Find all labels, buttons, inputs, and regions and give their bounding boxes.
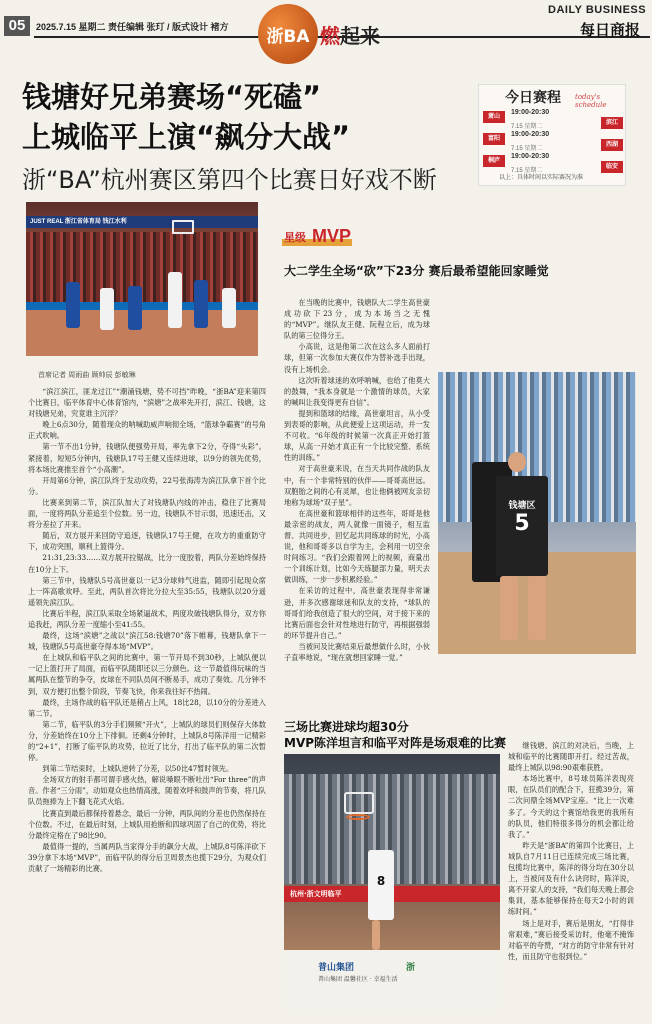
paragraph: 21:31,23:33……双方展开拉锯战，比分一度胶着，两队分差始终保持在10分上下。 — [28, 553, 266, 574]
page-number: 05 — [4, 16, 30, 36]
schedule-team-right: 西湖 — [601, 139, 623, 151]
paragraph: 第一节不出1分钟，钱塘队便强势开局，率先拿下2分，夺得“头彩”。紧接着，短短5分钟内，钱塘队17号王健又连续进球，以9分的领先优势，将本场比赛推至首个“小高潮”。 — [28, 442, 266, 474]
schedule-title: 今日赛程 — [505, 90, 561, 106]
paragraph: 在上城队和临平队之间的比赛中，第一节开局不到30秒，上城队便以一记上篮打开了局面，而临平队随即还以三分颜色。这一节最值得玩味的当属两队在整节的争夺，皮球在不同队员间不断易手，成功了奏效。几分钟不到，双方便打出整个阶段，节奏飞快，你来我往好不热闹。 — [28, 653, 266, 696]
player-leg — [528, 576, 546, 640]
schedule-time: 19:00-20:30 — [511, 131, 550, 138]
player — [168, 272, 182, 328]
schedule-time: 19:00-20:30 — [511, 109, 550, 116]
headline-line2: 上城临平上演“飙分大战” — [22, 120, 351, 154]
game-photo-1 — [26, 202, 258, 356]
paragraph: 本场比赛中，8号球员陈洋表现亮眼，在队员们的配合下，狂揽39分，第二次问鼎全场MVP宝座。“比上一次难多了。今天的这个赛馆给我更的我所有的队员，他们特很多得分的机会都让给我了。” — [508, 774, 634, 839]
paragraph: 第三节中，钱塘队5号高世豪以一记3分球帅气进监，随即引起现众席上一阵高歌欢呼。至此，两队首次将比分拉大至35:55，钱塘队以20分遥遥领先滨江队。 — [28, 575, 266, 607]
player — [128, 286, 142, 330]
headline-line1: 钱塘好兄弟赛场“死磕” — [22, 80, 322, 114]
schedule-time: 19:00-20:30 — [511, 153, 550, 160]
paragraph: 最终，主场作战的临平队还是稍占上风，18比28，以10分的分差进入第二节。 — [28, 697, 266, 718]
paragraph: 在高世豪和篮球相伴的这些年，哥哥是他最亲密的战友，两人就像一面镜子，相互监督、共同进步，回忆起共同练球的时光，小高说，他和哥哥多以自学为主，会利用一切空余时间练习。“我们会跟着网上的视频，商量出一个训练计划，比如今天练腿部力量，明天去做训练，一步一步积累经验。” — [284, 508, 430, 585]
game-photo-3 — [284, 754, 500, 1010]
player — [100, 288, 114, 330]
paragraph: 继钱塘、滨江的对决后，当晚，上城和临平的比赛随即开打。经过苦战，最终上城队以98:90艰难获胜。 — [508, 741, 634, 773]
mvp-section-label — [282, 227, 422, 249]
story2-headline: 大二学生全场“砍”下23分 赛后最希望能回家睡觉 — [284, 264, 549, 278]
player-jersey: 8 — [368, 850, 394, 920]
schedule-date: 7.15 星期二 — [511, 168, 543, 174]
dateline: 2025.7.15 星期二 责任编辑 张玎 / 版式设计 褚方 — [36, 22, 229, 32]
section-title-accent: 燃 — [320, 24, 340, 48]
backboard — [344, 792, 374, 814]
schedule-row — [483, 131, 623, 153]
sponsor-board — [284, 950, 500, 1010]
paragraph: 昨天是“浙BA”的第四个比赛日，上城队自7月11日已连续完成三场比赛，包揽均比赛中，陈洋的得分均在30分以上，当被问及有什么诀窍时，陈洋说，离不开家人的支持，“我们每天晚上都会集训，基本能够保持在每天2小时的训练时间。” — [508, 840, 634, 917]
paragraph: 在采访的过程中，高世豪表现得非常谦逊，并多次感谢球迷和队友的支持，“球队的哥哥们给我创造了很大的空间，对于接下来的比赛后面也会针对性地进行防守，再根据强弱的环节提升自己。” — [284, 586, 430, 640]
story2-article — [284, 297, 430, 662]
paragraph: 随后，双方展开来回防守追逐，钱塘队17号王健，在攻方的重重防守下，成功突围，顺利上篮得分。 — [28, 531, 266, 552]
schedule-team-right: 滨江 — [601, 117, 623, 129]
sponsor-name-2: 浙 — [406, 963, 416, 973]
schedule-team-left: 富阳 — [483, 133, 505, 145]
schedule-date: 7.15 星期二 — [511, 146, 543, 152]
paragraph: 当被问及比赛结束后最想做什么时，小伙子直率地说，“现在就想回家睡一觉。” — [284, 641, 430, 662]
schedule-box — [478, 84, 626, 186]
mvp-label-prefix: 星级 — [284, 231, 306, 244]
player-jersey — [496, 476, 548, 576]
jersey-team: 钱塘区 — [508, 501, 536, 511]
paragraph: 全场双方的射手都可谓手感火热，解说嗓眼不断吐出“For three”的声音。作者“三分雨”，动如观众也热情高涨，随着欢呼和鼓声的节奏，将几队队员拖捧为上下翻飞花式火焰。 — [28, 775, 266, 807]
hoop — [346, 814, 370, 820]
schedule-team-left: 萧山 — [483, 111, 505, 123]
byline: 首席记者 周雨曲 顾帅辰 彭敏琳 — [38, 371, 136, 379]
paragraph: 晚上6点30分，随着现众的呐喊助威声响彻全场，“篮球争霸赛”的号角正式吹响。 — [28, 420, 266, 441]
paragraph: 开局第6分钟，滨江队终于发动攻势，22号张海涛为滨江队拿下首个比分。 — [28, 475, 266, 496]
jersey-number: 5 — [514, 511, 530, 536]
paragraph: 比赛后半程，滨江队采取全场紧逼战术，两度攻破钱塘队得分，双方你追我赶，两队分差一度缩小至41:55。 — [28, 608, 266, 629]
story3-headline-1: 三场比赛进球均超30分 — [284, 720, 409, 734]
story3-headline-2: MVP陈洋坦言和临平对阵是场艰难的比赛 — [284, 736, 507, 750]
section-title — [320, 20, 380, 49]
schedule-subtitle: today's schedule — [575, 93, 607, 109]
player — [194, 280, 208, 328]
player — [66, 282, 80, 328]
arena-banner: JUST REAL 浙江省体育局 钱江水利 — [26, 216, 258, 228]
paragraph: 到第二节结束时，上城队逆转了分差，以50比47暂时领先。 — [42, 764, 234, 774]
paragraph: 场上是对手，赛后是朋友，“打得非常艰难，”赛后接受采访时，他毫不掩饰对临平的夸赞，“对方的防守非常有针对性，而且防守也很到位。” — [508, 918, 634, 961]
paragraph: 对于高世豪来说，在当天共同作战的队友中，有一个非常特别的伙伴——哥哥高世远。双胞胎之间的心有灵犀，也让他俩被网友亲切地称为球场“双子星”。 — [284, 464, 430, 507]
paragraph: 第二节，临平队的3分手们频频“开火”，上城队的球员们则保存大体数分，分差始终在10分上下徘徊。还剩4分钟时，上城队8号陈洋用一记精彩的“2+1”，打断了临平队的攻势，拉近了比分，打出了临平队的第二次暂停。 — [28, 719, 266, 763]
paragraph: 比赛来到第二节，滨江队加大了对钱塘队内线的冲击，稳住了比赛局面，一度将两队分差追至个位数。另一边，钱塘队不甘示弱，迅速还击，又将分差拉了开来。 — [28, 497, 266, 530]
paragraph: 这次听着球迷的欢呼呐喊，也给了他莫大的鼓舞，“我本身就是一个激情的球员，大家的喊叫让我变得更有自信”。 — [284, 375, 430, 407]
section-logo-text: 浙BA — [266, 27, 310, 47]
schedule-team-left: 桐庐 — [483, 155, 505, 167]
player-leg — [500, 576, 518, 640]
arena-ad-board: 杭州·浙文明临平 — [284, 886, 500, 902]
schedule-note: 以上：具体时间以实际赛况为准 — [499, 174, 584, 181]
player-head — [508, 452, 526, 472]
sponsor-name-1: 普山集团 — [318, 963, 355, 973]
paragraph: “滨江滨江，匪龙过江”“潮涌钱塘，势不可挡”昨晚，“浙BA”迎来第四个比赛日，临平体育中心体育馆内，“滨塘”之战率先开打，滨江、钱塘，这对钱塘兄弟，究竟谁主沉浮？ — [28, 387, 266, 419]
paragraph: 在当晚的比赛中，钱塘队大二学生高世豪成功砍下23分，成为本场当之无愧的“MVP”。继队友王健、阮程立后，成为球队的第三位得分王。 — [284, 298, 430, 341]
paper-name-cn: 每日商报 — [580, 21, 641, 39]
paragraph: 比赛直到最后都保持着悬念，最后一分钟，两队间的分差也仍然保持在个位数。不过，在最后时刻，上城队用抢断和四球巩固了自己的优势，将比分最终定格在了98比90。 — [28, 808, 266, 840]
section-title-rest: 起来 — [340, 24, 380, 48]
paper-name-en: DAILY BUSINESS — [548, 4, 647, 16]
headline-subtitle: 浙“BA”杭州赛区第四个比赛日好戏不断 — [22, 166, 437, 194]
paragraph: 最终，这场“滨塘”之战以“滨江58:钱塘70”落下帷幕，钱塘队拿下一城，钱塘队5号高世豪夺得本场“MVP”。 — [28, 631, 266, 652]
mvp-player-photo — [438, 372, 636, 654]
schedule-team-right: 临安 — [601, 161, 623, 173]
left-article — [28, 386, 266, 1006]
paragraph: 小高说，这是他第二次在这么多人面前打球，但第一次参加大赛仅作为替补选手出现，没有上场机会。 — [284, 342, 430, 374]
mvp-label-text: MVP — [312, 226, 352, 246]
backboard — [172, 220, 194, 234]
schedule-date: 7.15 星期二 — [511, 124, 543, 130]
paragraph: 最值得一提的，当属两队当家得分手的飙分大战，上城队8号陈洋砍下39分拿下本场“MVP”，而临平队的得分后卫周景杰也揽下29分，为观众们贡献了一场精彩的比赛。 — [28, 841, 266, 874]
schedule-row — [483, 109, 623, 131]
player-leg — [372, 920, 380, 950]
player — [222, 288, 236, 328]
section-logo-basketball-icon — [258, 4, 318, 64]
sponsor-slogan: 普山集团 温馨社区 · 幸福生活 — [318, 976, 398, 983]
story3-article — [508, 740, 634, 1010]
paragraph: 提到和篮球的结缘，高世豪坦言，从小受到表哥的影响，从此便爱上这项运动，并一发不可收。“6年级的时候第一次真正开始打篮球，从高一开始才真正有一个比较完整、系统性的训练。” — [284, 408, 430, 463]
